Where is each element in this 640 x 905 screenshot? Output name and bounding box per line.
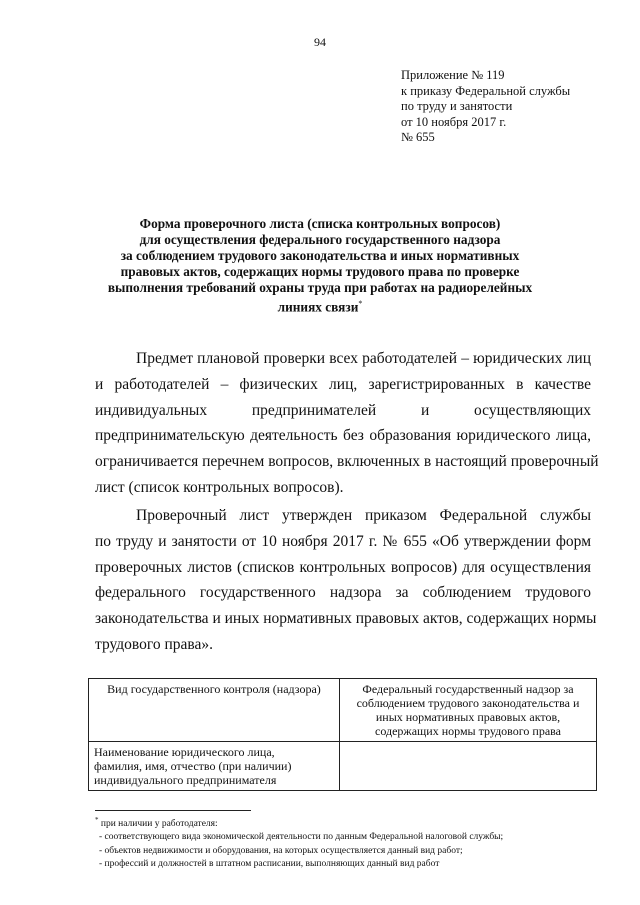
- footnote-separator: [95, 810, 251, 811]
- paragraph-line: индивидуальных предпринимателей и осуществляющих: [95, 401, 591, 419]
- table-row: [89, 742, 597, 791]
- footnote-item: - соответствующего вида экономической деятельности по данным Федеральной налоговой службы;: [99, 832, 504, 843]
- footnote-intro: [95, 814, 595, 831]
- appendix-line: по труду и занятости: [401, 99, 513, 113]
- table-cell-control-type-label: Вид государственного контроля (надзора): [89, 679, 340, 742]
- title-line: Форма проверочного листа (списка контрольных вопросов): [139, 216, 501, 231]
- footnote-marker: *: [95, 816, 99, 824]
- appendix-line: Приложение № 119: [401, 68, 505, 82]
- cell-line: иных нормативных правовых актов,: [375, 710, 561, 724]
- paragraph-subject: [95, 346, 599, 501]
- paragraph-line: предпринимательскую деятельность без образования юридического лица,: [95, 427, 591, 445]
- paragraph-line: федерального государственного надзора за соблюдением трудового: [95, 584, 591, 602]
- footnote-marker: *: [358, 299, 363, 308]
- paragraph-line: и работодателей – физических лиц, зарегистрированных в качестве: [95, 375, 591, 393]
- paragraph-line: Предмет плановой проверки всех работодателей – юридических лиц: [136, 350, 591, 367]
- paragraph-line: по труду и занятости от 10 ноября 2017 г. № 655 «Об утверждении форм: [95, 532, 591, 550]
- paragraph-line: законодательства и иных нормативных правовых актов, содержащих нормы: [95, 610, 597, 628]
- title-line-text: линиях связи: [277, 299, 359, 315]
- paragraph-line: трудового права».: [95, 635, 214, 653]
- title-line: за соблюдением трудового законодательства и иных нормативных: [120, 248, 520, 263]
- title-line: выполнения требований охраны труда при работах на радиорелейных: [107, 280, 533, 295]
- page-number: 94: [314, 35, 326, 49]
- title-line-last: [80, 296, 560, 315]
- footnote: [95, 814, 595, 871]
- appendix-block: [401, 68, 570, 146]
- table-cell-control-type-value: [340, 679, 597, 742]
- paragraph-line: ограничивается перечнем вопросов, включенных в настоящий проверочный: [95, 453, 599, 471]
- table-cell-entity-name-value: [340, 742, 597, 791]
- cell-line: Федеральный государственный надзор за: [362, 682, 574, 696]
- paragraph-line: Проверочный лист утвержден приказом Федеральной службы: [136, 507, 591, 524]
- paragraph-line: проверочных листов (списков контрольных вопросов) для осуществления: [95, 558, 591, 576]
- table-row: [89, 679, 597, 742]
- document-title: [80, 216, 560, 315]
- title-line: для осуществления федерального государственного надзора: [139, 232, 501, 247]
- table-cell-entity-name-label: [89, 742, 340, 791]
- appendix-line: к приказу Федеральной службы: [401, 83, 571, 98]
- appendix-line: от 10 ноября 2017 г.: [401, 114, 507, 129]
- cell-line: соблюдением трудового законодательства и: [356, 696, 580, 710]
- footnote-item: - объектов недвижимости и оборудования, на которых осуществляется данный вид работ;: [99, 845, 463, 856]
- appendix-line: № 655: [401, 130, 435, 144]
- paragraph-approval: [95, 503, 597, 658]
- paragraph-line: лист (список контрольных вопросов).: [95, 478, 344, 496]
- control-table: [88, 678, 597, 791]
- footnote-intro-text: при наличии у работодателя:: [100, 819, 218, 830]
- cell-line: фамилия, имя, отчество (при наличии): [94, 759, 292, 773]
- cell-line: Наименование юридического лица,: [94, 745, 275, 759]
- title-line: правовых актов, содержащих нормы трудового права по проверке: [120, 264, 520, 279]
- cell-line: содержащих нормы трудового права: [375, 724, 561, 738]
- footnote-item: - профессий и должностей в штатном расписании, выполняющих данный вид работ: [99, 859, 440, 870]
- cell-line: индивидуального предпринимателя: [94, 773, 277, 787]
